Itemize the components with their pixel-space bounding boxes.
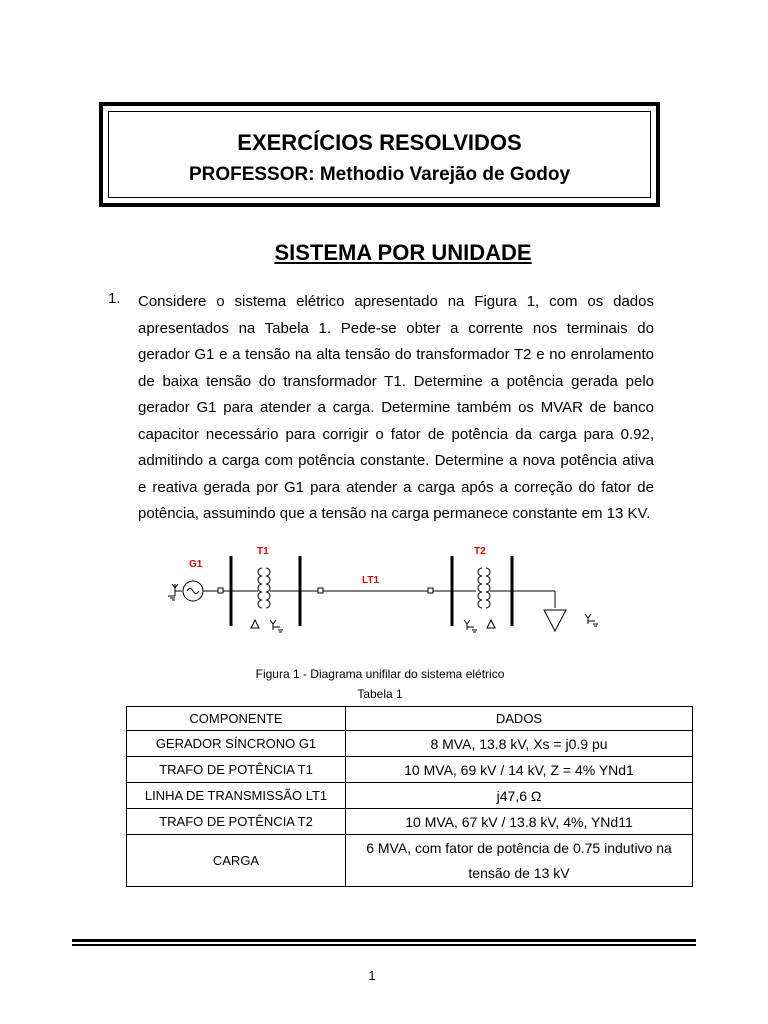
table-header-row	[127, 707, 693, 731]
generator-icon	[183, 581, 203, 601]
table-cell: 6 MVA, com fator de potência de 0.75 indutivo na tensão de 13 kV	[346, 835, 693, 887]
transformer-t1-icon	[251, 568, 300, 632]
table-row	[127, 835, 693, 887]
generator-ground-icon	[168, 584, 182, 600]
table-header-cell: DADOS	[346, 707, 693, 731]
figure-caption: Figura 1 - Diagrama unifilar do sistema elétrico	[255, 667, 505, 681]
table-cell: TRAFO DE POTÊNCIA T2	[127, 809, 346, 835]
table-caption: Tabela 1	[357, 687, 403, 701]
footer-rule	[72, 944, 696, 946]
generator-label: G1	[189, 559, 203, 570]
t1-label: T1	[257, 546, 269, 557]
component-data-table	[126, 706, 693, 887]
table-cell: 10 MVA, 69 kV / 14 kV, Z = 4% YNd1	[346, 757, 693, 783]
breaker-icon	[218, 588, 223, 593]
breaker-icon	[318, 588, 323, 593]
transformer-t2-icon	[464, 568, 512, 632]
table-cell: j47,6 Ω	[346, 783, 693, 809]
page-number: 1	[368, 968, 376, 983]
table-cell: 10 MVA, 67 kV / 13.8 kV, 4%, YNd11	[346, 809, 693, 835]
table-cell: GERADOR SÍNCRONO G1	[127, 731, 346, 757]
section-title: SISTEMA POR UNIDADE	[274, 240, 532, 265]
exercise-number: 1.	[108, 290, 121, 307]
table-header-cell: COMPONENTE	[127, 707, 346, 731]
exercise-text: Considere o sistema elétrico apresentado na Figura 1, com os dados apresentados na Tabela 1. Pede-se obter a corrente nos terminais do gerador G1 e a tensão na alta tensão do transformador T2 e no enrolamento de baixa tensão do transformador T1. Determine a potência gerada pelo gerador G1 para atender a carga. Determine também os MVAR de banco capacitor necessário para corrigir o fator de potência da carga para 0.92, admitindo a carga com potência constante. Determine a nova potência ativa e reativa gerada por G1 para atender a carga após a correção do fator de potência, assumindo que a tensão na carga permanece constante em 13 KV.	[138, 293, 654, 522]
professor-line	[109, 164, 650, 186]
document-title: EXERCÍCIOS RESOLVIDOS	[237, 130, 522, 155]
line-label: LT1	[362, 575, 380, 586]
breaker-icon	[428, 588, 433, 593]
professor-name: Methodio Varejão de Godoy	[319, 164, 571, 185]
t2-label: T2	[474, 546, 486, 557]
table-row	[127, 783, 693, 809]
table-row	[127, 809, 693, 835]
professor-label: PROFESSOR:	[188, 164, 315, 185]
single-line-diagram	[150, 540, 610, 640]
load-icon	[544, 610, 566, 631]
table-row	[127, 731, 693, 757]
header-inner-border	[108, 111, 651, 198]
load-ground-icon	[585, 614, 598, 626]
table-cell: 8 MVA, 13.8 kV, Xs = j0.9 pu	[346, 731, 693, 757]
header-box	[99, 102, 660, 207]
table-cell: TRAFO DE POTÊNCIA T1	[127, 757, 346, 783]
table-cell: LINHA DE TRANSMISSÃO LT1	[127, 783, 346, 809]
footer-rule	[72, 939, 696, 942]
table-cell: CARGA	[127, 835, 346, 887]
table-row	[127, 757, 693, 783]
